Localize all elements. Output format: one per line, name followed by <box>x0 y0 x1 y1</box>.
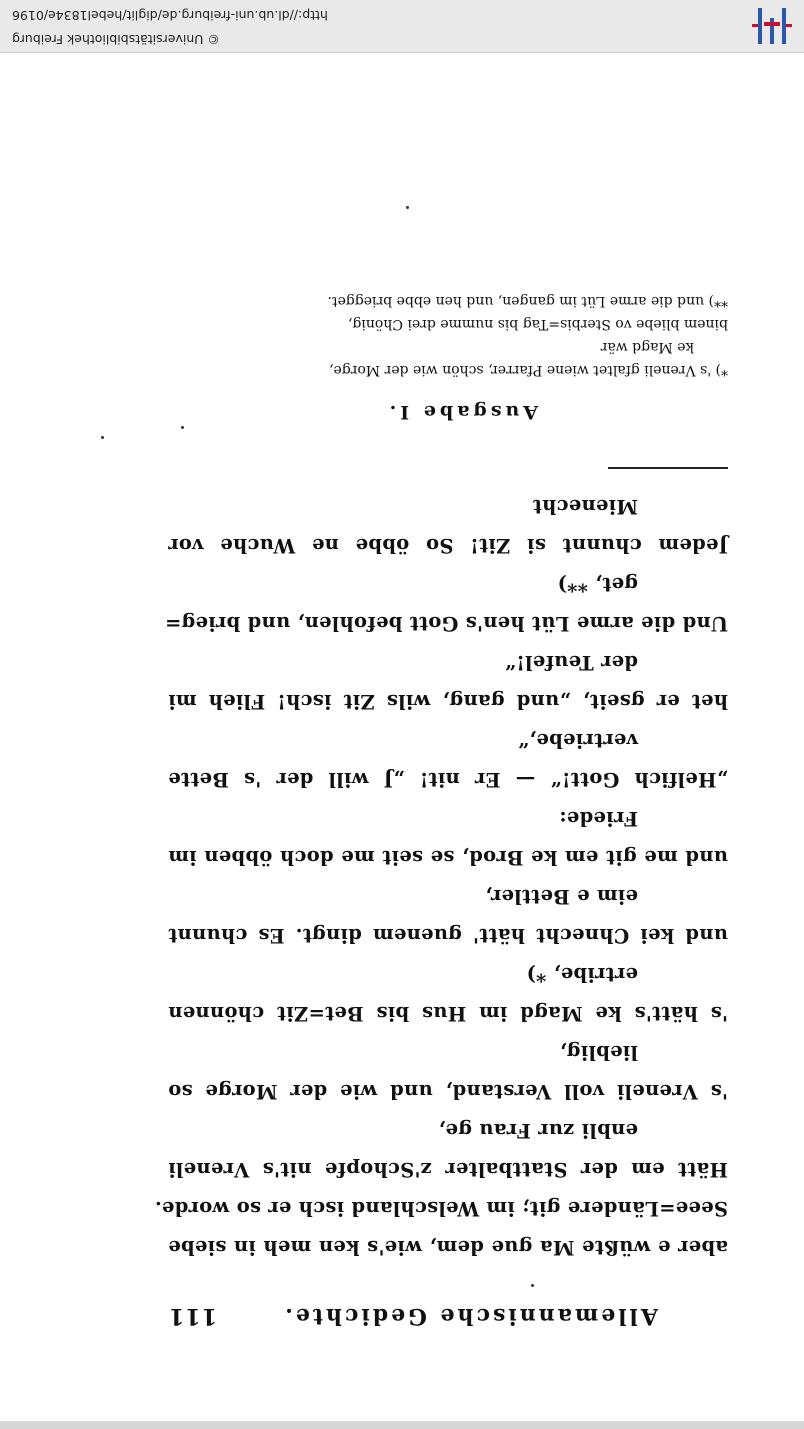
verse-line: „Helfich Gott!“ — Er nit! „J will der 's Bette <box>168 768 728 791</box>
verse-line: Hätt em der Stattbalter z'Schopfe nit's Vreneli <box>168 1158 728 1181</box>
print-speck <box>406 206 409 209</box>
running-title: Allemannische Gedichte. <box>282 1303 658 1329</box>
ub-freiburg-logo-icon[interactable] <box>752 6 792 46</box>
verse-continuation-line: vertriebe,“ <box>517 729 638 752</box>
running-head <box>168 1289 728 1329</box>
verse-continuation-line: eim e Bettler, <box>485 885 638 908</box>
book-page <box>154 289 728 1329</box>
copyright-text: © Universitätsbibliothek Freiburg <box>12 32 220 47</box>
verse-continuation-line: get, **) <box>557 573 638 596</box>
verse-continuation-line: der Teufel!“ <box>504 651 638 674</box>
bottom-scroll-bar[interactable] <box>0 1421 804 1429</box>
verse-line: het er gseit, „und gang, wils Zit isch! Flieh mi <box>168 690 728 713</box>
verse-line: aber e wüßte Ma gue dem, wie's ken meh in siebe <box>168 1236 728 1259</box>
print-speck <box>531 1284 534 1287</box>
poem-verse <box>154 487 728 1267</box>
footnote-line: *) 's Vreneli gfaltet wiene Pfarrer, schön wie der Morge, <box>329 362 728 378</box>
page-number: 111 <box>168 1303 217 1329</box>
verse-continuation-line: lieblig, <box>559 1041 638 1064</box>
header-info-bar <box>0 0 804 53</box>
verse-line: Und die arme Lüt hen's Gott befohlen, und brieg= <box>164 612 728 635</box>
verse-continuation-line: ertribe, *) <box>526 963 638 986</box>
verse-line: Seee=Ländere git; im Welschland isch er so worde. <box>154 1197 728 1220</box>
footnote-line: **) und die arme Lüt im gangen, und hen ebbe briegget. <box>327 293 728 309</box>
edition-label: Ausgabe I. <box>385 401 538 423</box>
permalink-url[interactable]: http://dl.ub.uni-freiburg.de/diglit/hebel1834e/0196 <box>12 8 328 23</box>
section-rule <box>608 467 728 469</box>
verse-continuation-line: Friede: <box>559 807 638 830</box>
verse-line: Jedem chunnt si Zit! So öbbe ne Wuche vor <box>168 534 728 557</box>
verse-line: 's Vreneli voll Verstand, und wie der Morge so <box>168 1080 728 1103</box>
verse-continuation-line: Mienecht <box>532 495 638 518</box>
footnote-line: ke Magd wär <box>600 339 694 355</box>
verse-continuation-line: enbli zur Frau ge, <box>438 1119 638 1142</box>
footnote-line: binem bliebe vo Sterbis=Tag bis numme drei Chönig, <box>347 316 728 332</box>
verse-line: und kei Chnecht hätt' guenem dingt. Es chunnt <box>168 924 728 947</box>
print-speck <box>101 436 104 439</box>
verse-line: und me git em ke Brod, se seit me doch öbben im <box>168 846 728 869</box>
print-speck <box>181 426 184 429</box>
verse-line: 's hätt's ke Magd im Hus bis Bet=Zit chönnen <box>168 1002 728 1025</box>
footnotes <box>168 289 728 381</box>
